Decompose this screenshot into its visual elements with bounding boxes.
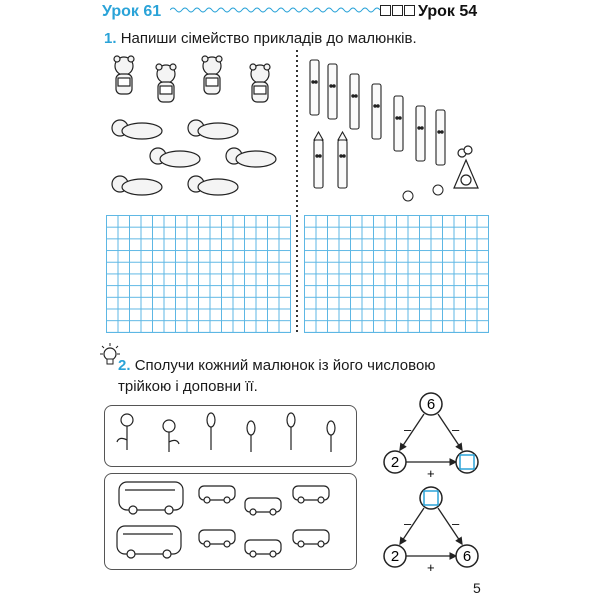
car-icon (293, 486, 329, 503)
triangle-1-left-value: 2 (390, 454, 400, 471)
bear-lying-icon (112, 120, 276, 195)
lesson-label-right: Урок 54 (418, 3, 478, 20)
task-1-text: Напиши сімейство прикладів до малюнків. (120, 30, 417, 47)
vehicles-picture-frame[interactable] (104, 473, 357, 570)
triangle-1-plus: + (427, 466, 435, 481)
flower-bud-icon (207, 413, 215, 450)
triangle-1-top-value: 6 (426, 396, 436, 413)
flower-open-icon (163, 420, 179, 452)
flower-bud-icon (287, 413, 295, 450)
car-icon (293, 530, 329, 547)
car-icon (199, 486, 235, 503)
triangle-1-answer-box[interactable] (460, 455, 474, 469)
checkbox-group (380, 5, 415, 16)
dotted-divider (296, 50, 298, 335)
lesson-label-left: Урок 61 (102, 3, 162, 20)
car-icon (245, 540, 281, 557)
page-number: 5 (473, 580, 481, 596)
triangle-2-plus: + (427, 560, 435, 575)
task-1-illustrations (102, 50, 488, 210)
task-1-heading (104, 30, 417, 47)
triangle-2-right-value: 6 (462, 548, 472, 565)
triangle-2-minus-left: – (404, 516, 412, 531)
answer-grid-right[interactable] (304, 215, 489, 333)
triangle-1-minus-left: – (404, 422, 412, 437)
box (404, 5, 415, 16)
triangle-2-answer-box[interactable] (424, 491, 438, 505)
vehicles-illustration (105, 474, 355, 569)
bear-sitting-icon (114, 56, 270, 102)
wavy-divider (170, 4, 414, 16)
box (380, 5, 391, 16)
page-header (102, 0, 488, 26)
flowers-picture-frame[interactable] (104, 405, 357, 467)
box (392, 5, 403, 16)
task-2-number: 2. (118, 357, 131, 374)
shavings-icon (403, 185, 443, 201)
flowers-illustration (105, 406, 355, 466)
answer-grid-left[interactable] (106, 215, 291, 333)
triangle-2-minus-right: – (452, 516, 460, 531)
car-icon (245, 498, 281, 515)
flower-bud-icon (327, 421, 335, 452)
triangle-2-left-value: 2 (390, 548, 400, 565)
car-icon (199, 530, 235, 547)
triangle-1-minus-right: – (452, 422, 460, 437)
sharpener-icon (454, 146, 478, 188)
flower-bud-icon (247, 421, 255, 452)
task-2-text: Сполучи кожний малюнок із його числовою трійкою і доповни її. (118, 357, 436, 395)
bus-icon (119, 482, 183, 514)
flower-open-icon (117, 414, 133, 450)
number-triangles (368, 388, 492, 578)
pencil-icon (310, 60, 445, 188)
task-1-number: 1. (104, 30, 117, 47)
bus-icon (117, 526, 181, 558)
